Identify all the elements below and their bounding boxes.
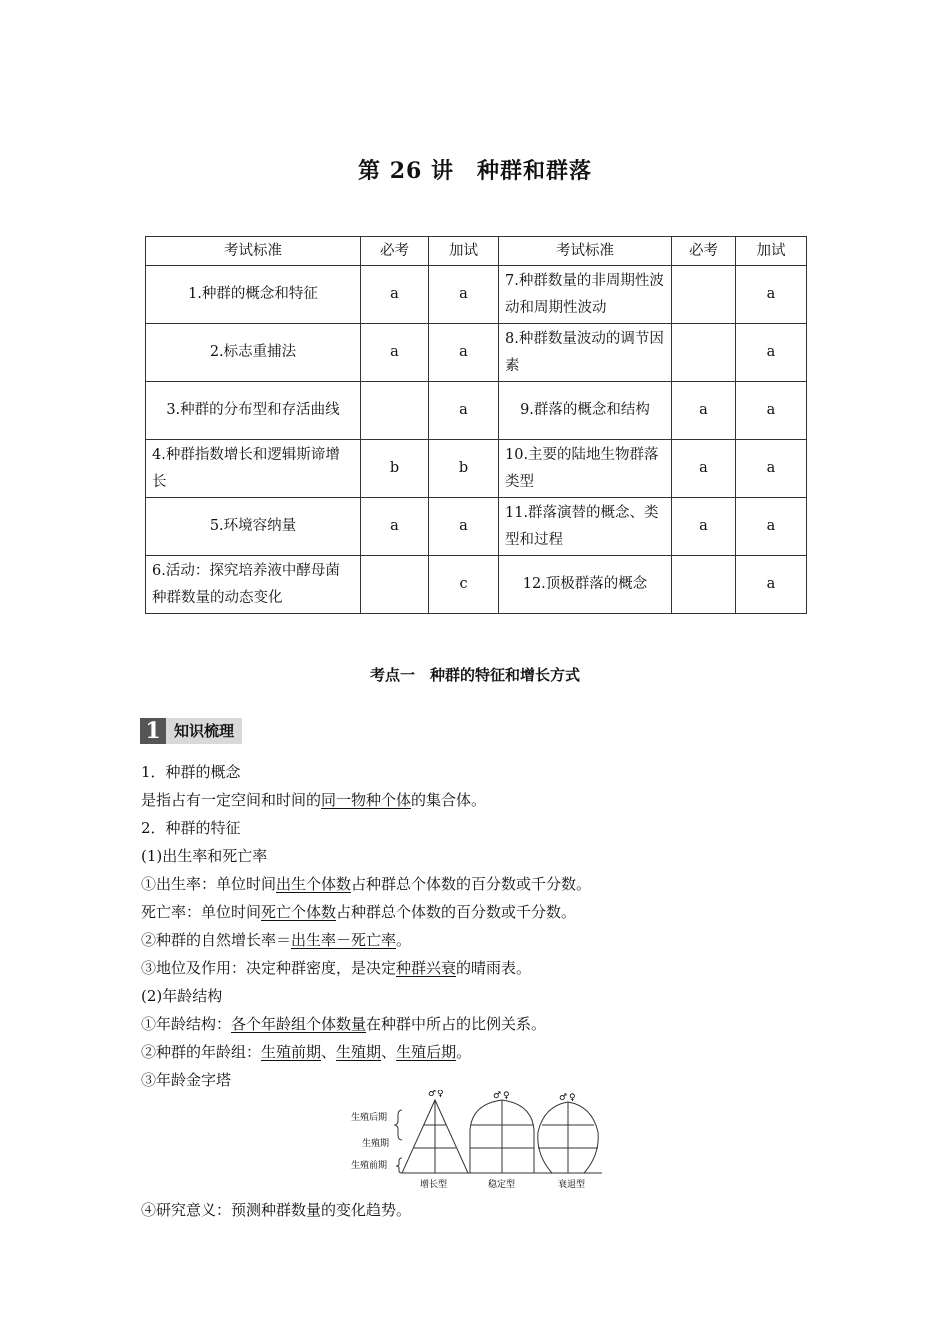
- text-span: 、: [381, 1043, 397, 1061]
- text-line: [141, 786, 591, 814]
- table-cell: [361, 382, 429, 440]
- brace-upper: [395, 1110, 402, 1140]
- male-icon: ♂: [559, 1093, 568, 1103]
- table-cell: a: [361, 498, 429, 556]
- label-post-reproductive: 生殖后期: [351, 1113, 388, 1123]
- text-line: (2)年龄结构: [141, 987, 223, 1005]
- table-cell: a: [429, 324, 499, 382]
- table-cell: a: [361, 324, 429, 382]
- decline-pyramid: [538, 1102, 598, 1173]
- text-span: 死亡率：单位时间: [141, 903, 262, 921]
- answer-blank: 死亡个体数: [261, 903, 337, 921]
- column-header: 加试: [429, 237, 499, 266]
- table-cell: 6.活动：探究培养液中酵母菌种群数量的动态变化: [146, 556, 361, 614]
- table-cell: a: [429, 498, 499, 556]
- text-line: [141, 926, 591, 954]
- column-header: 考试标准: [146, 237, 361, 266]
- heading-line: 2．种群的特征: [141, 819, 241, 837]
- growth-pyramid: [402, 1100, 468, 1173]
- table-row: [146, 440, 807, 498]
- text-span: 占种群总个体数的百分数或千分数。: [351, 875, 592, 893]
- table-header-row: [146, 237, 807, 266]
- table-cell: 10.主要的陆地生物群落类型: [499, 440, 672, 498]
- text-span: 。: [456, 1043, 472, 1061]
- table-cell: [672, 324, 736, 382]
- table-cell: a: [736, 324, 807, 382]
- text-line: (1)出生率和死亡率: [141, 847, 268, 865]
- age-pyramid-figure: [340, 1090, 610, 1190]
- section-title: 考点一 种群的特征和增长方式: [369, 666, 580, 684]
- table-row: [146, 556, 807, 614]
- table-row: [146, 324, 807, 382]
- table-row: [146, 498, 807, 556]
- table-cell: 9.群落的概念和结构: [499, 382, 672, 440]
- label-reproductive: 生殖期: [362, 1139, 390, 1149]
- table-row: [146, 382, 807, 440]
- exam-standards-table: [145, 236, 807, 614]
- table-cell: a: [429, 266, 499, 324]
- column-header: 必考: [361, 237, 429, 266]
- table-cell: [361, 556, 429, 614]
- table-cell: a: [672, 498, 736, 556]
- label-pre-reproductive: 生殖前期: [351, 1161, 388, 1171]
- answer-blank: 种群兴衰: [396, 959, 457, 977]
- answer-blank: 生殖期: [336, 1043, 382, 1061]
- text-line: ④研究意义：预测种群数量的变化趋势。: [141, 1201, 412, 1219]
- text-span: 是指占有一定空间和时间的: [141, 791, 322, 809]
- table-cell: a: [736, 498, 807, 556]
- male-icon: ♂: [493, 1091, 502, 1101]
- text-span: ③地位及作用：决定种群密度，是决定: [141, 959, 397, 977]
- answer-blank: 出生个体数: [276, 875, 352, 893]
- text-span: ①出生率：单位时间: [141, 875, 277, 893]
- answer-blank: 生殖前期: [261, 1043, 322, 1061]
- table-cell: b: [361, 440, 429, 498]
- text-line: [141, 954, 591, 982]
- answer-blank: 生殖后期: [396, 1043, 457, 1061]
- content-body: [141, 758, 591, 1094]
- table-cell: 4.种群指数增长和逻辑斯谛增长: [146, 440, 361, 498]
- table-cell: [672, 556, 736, 614]
- text-span: ②种群的自然增长率＝: [141, 931, 292, 949]
- table-cell: a: [736, 556, 807, 614]
- answer-blank: 同一物种个体: [321, 791, 412, 809]
- text-span: 的晴雨表。: [456, 959, 532, 977]
- table-cell: 1.种群的概念和特征: [146, 266, 361, 324]
- column-header: 考试标准: [499, 237, 672, 266]
- answer-blank: 出生率－死亡率: [291, 931, 397, 949]
- table-cell: a: [736, 266, 807, 324]
- female-icon: ♀: [503, 1091, 510, 1101]
- female-icon: ♀: [437, 1090, 444, 1099]
- text-span: 在种群中所占的比例关系。: [366, 1015, 547, 1033]
- brace-lower: [396, 1158, 402, 1173]
- table-cell: a: [736, 440, 807, 498]
- table-cell: 5.环境容纳量: [146, 498, 361, 556]
- text-line: [141, 898, 591, 926]
- text-span: ②种群的年龄组：: [141, 1043, 262, 1061]
- stable-pyramid: [470, 1100, 534, 1173]
- text-line: [141, 870, 591, 898]
- table-cell: a: [672, 382, 736, 440]
- text-span: 。: [396, 931, 412, 949]
- text-span: 占种群总个体数的百分数或千分数。: [336, 903, 577, 921]
- text-line: [141, 1038, 591, 1066]
- table-cell: a: [736, 382, 807, 440]
- table-cell: a: [429, 382, 499, 440]
- table-cell: 12.顶极群落的概念: [499, 556, 672, 614]
- table-cell: c: [429, 556, 499, 614]
- label-growth-type: 增长型: [420, 1180, 448, 1190]
- text-line: [141, 1010, 591, 1038]
- female-icon: ♀: [569, 1093, 576, 1103]
- heading-line: 1．种群的概念: [141, 763, 241, 781]
- table-cell: a: [361, 266, 429, 324]
- table-row: [146, 266, 807, 324]
- table-cell: 2.标志重捕法: [146, 324, 361, 382]
- knowledge-badge: [140, 718, 242, 744]
- page-title: 第 26 讲 种群和群落: [358, 158, 592, 184]
- answer-blank: 各个年龄组个体数量: [231, 1015, 367, 1033]
- table-cell: [672, 266, 736, 324]
- badge-label: 知识梳理: [166, 718, 242, 744]
- text-span: 的集合体。: [411, 791, 487, 809]
- label-stable-type: 稳定型: [488, 1180, 516, 1190]
- table-cell: b: [429, 440, 499, 498]
- table-cell: a: [672, 440, 736, 498]
- text-span: ①年龄结构：: [141, 1015, 232, 1033]
- badge-number: 1: [140, 718, 166, 744]
- male-icon: ♂: [428, 1090, 437, 1099]
- table-cell: 11.群落演替的概念、类型和过程: [499, 498, 672, 556]
- table-cell: 8.种群数量波动的调节因素: [499, 324, 672, 382]
- text-span: 、: [321, 1043, 337, 1061]
- table-cell: 7.种群数量的非周期性波动和周期性波动: [499, 266, 672, 324]
- column-header: 加试: [736, 237, 807, 266]
- column-header: 必考: [672, 237, 736, 266]
- text-line: ③年龄金字塔: [141, 1071, 232, 1089]
- label-decline-type: 衰退型: [558, 1180, 586, 1190]
- table-cell: 3.种群的分布型和存活曲线: [146, 382, 361, 440]
